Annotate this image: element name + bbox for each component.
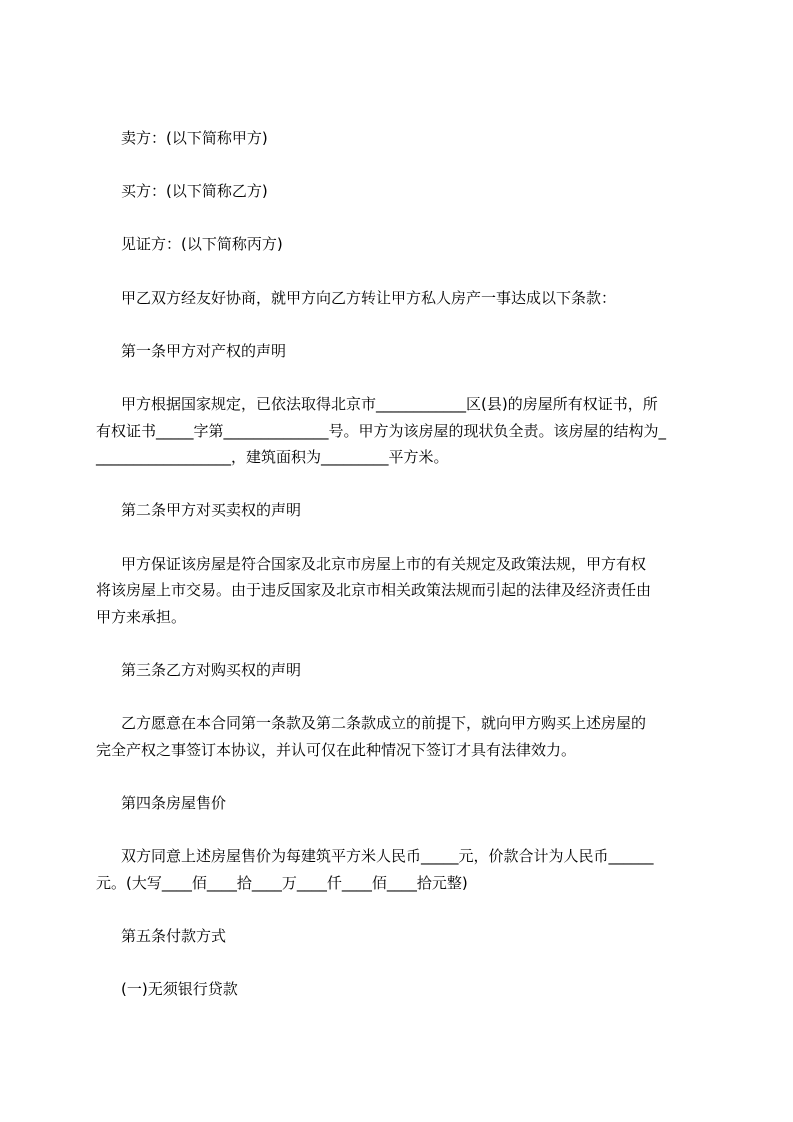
paragraph bbox=[96, 923, 698, 950]
paragraph bbox=[96, 843, 698, 896]
contract-line: 元。(大写____佰____拾____万____仟____佰____拾元整) bbox=[96, 873, 468, 892]
contract-line: 甲方保证该房屋是符合国家及北京市房屋上市的有关规定及政策法规，甲方有权 bbox=[121, 554, 647, 573]
contract-line: 甲方根据国家规定，已依法取得北京市____________区(县)的房屋所有权证书，所 bbox=[121, 394, 658, 413]
paragraph bbox=[96, 338, 698, 365]
paragraph bbox=[96, 391, 698, 471]
contract-line: __________________，建筑面积为_________平方米。 bbox=[96, 448, 449, 467]
document-body bbox=[96, 125, 698, 1003]
paragraph bbox=[96, 497, 698, 524]
contract-line: 甲乙双方经友好协商，就甲方向乙方转让甲方私人房产一事达成以下条款： bbox=[121, 288, 617, 307]
paragraph bbox=[96, 125, 698, 152]
paragraph bbox=[96, 976, 698, 1003]
contract-line: 乙方愿意在本合同第一条款及第二条款成立的前提下，就向甲方购买上述房屋的 bbox=[121, 714, 647, 733]
paragraph bbox=[96, 231, 698, 258]
contract-line: 将该房屋上市交易。由于违反国家及北京市相关政策法规而引起的法律及经济责任由 bbox=[96, 581, 652, 600]
paragraph bbox=[96, 790, 698, 817]
contract-line: 有权证书_____字第______________号。甲方为该房屋的现状负全责。该房屋的结构为_ bbox=[96, 421, 667, 440]
contract-line: 第二条甲方对买卖权的声明 bbox=[121, 501, 302, 520]
contract-line: (一)无须银行贷款 bbox=[121, 980, 238, 998]
contract-line: 第四条房屋售价 bbox=[121, 793, 227, 812]
paragraph bbox=[96, 551, 698, 631]
contract-line: 完全产权之事签订本协议，并认可仅在此种情况下签订才具有法律效力。 bbox=[96, 740, 577, 759]
contract-line: 第一条甲方对产权的声明 bbox=[121, 341, 287, 360]
contract-line: 卖方：(以下简称甲方) bbox=[121, 129, 268, 147]
contract-line: 见证方：(以下简称丙方) bbox=[121, 235, 283, 254]
contract-line: 第五条付款方式 bbox=[121, 926, 227, 945]
contract-line: 买方：(以下简称乙方) bbox=[121, 182, 268, 201]
paragraph bbox=[96, 657, 698, 684]
contract-line: 双方同意上述房屋售价为每建筑平方米人民币_____元，价款合计为人民币______ bbox=[121, 847, 654, 866]
paragraph bbox=[96, 710, 698, 763]
paragraph bbox=[96, 285, 698, 312]
paragraph bbox=[96, 178, 698, 205]
contract-line: 甲方来承担。 bbox=[96, 607, 187, 626]
contract-line: 第三条乙方对购买权的声明 bbox=[121, 660, 302, 679]
